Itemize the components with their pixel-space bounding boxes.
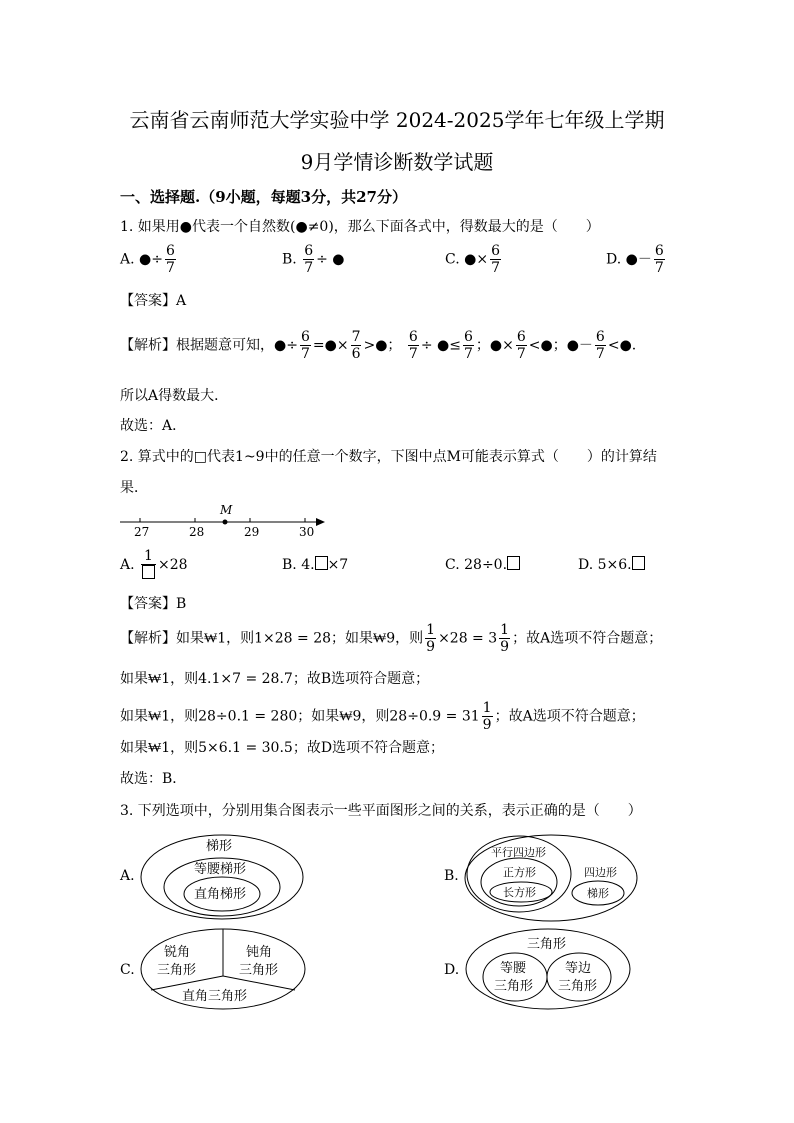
q2-choose: 故选：B． bbox=[120, 771, 187, 787]
q2-answer: 【答案】B bbox=[120, 596, 187, 612]
set-triangle-label: 三角形 bbox=[527, 937, 567, 952]
set-isosceles-label-2: 三角形 bbox=[494, 979, 534, 994]
q2-explanation-line3: 如果₩1，则28÷0.1 = 280；如果₩9，则28÷0.9 = 31 $\frac{1}{9}$ ；故A选项不符合题意； bbox=[120, 700, 645, 733]
q3-option-c-label: C. bbox=[120, 962, 135, 978]
set-isosceles-trapezoid-label: 等腰梯形 bbox=[194, 862, 247, 877]
q2-explanation-line1: 【解析】如果₩1，则1×28 = 28；如果₩9，则 $\frac{1}{9}$ ×28 = 3 $\frac{1}{9}$ ；故A选项不符合题意； bbox=[120, 622, 663, 655]
q3-option-a-label: A. bbox=[120, 868, 135, 884]
q3-stem: 3. 下列选项中，分别用集合图表示一些平面图形之间的关系，表示正确的是（ ） bbox=[120, 803, 642, 819]
doc-title-line1: 云南省云南师范大学实验中学 2024-2025学年七年级上学期 bbox=[129, 108, 665, 132]
q2-option-d: D. 5×6. bbox=[578, 556, 645, 573]
set-right-trapezoid-label: 直角梯形 bbox=[194, 887, 247, 902]
venn-diagram-b bbox=[463, 832, 643, 924]
q2-option-b: B. 4. ×7 bbox=[282, 557, 349, 573]
set-obtuse-label-1: 钝角 bbox=[246, 945, 273, 960]
q2-option-c: C. 28÷0. bbox=[445, 556, 520, 573]
number-line bbox=[115, 500, 335, 540]
tick-label-30: 30 bbox=[299, 525, 315, 539]
q1-option-c: C. ●× $\frac{6}{7}$ bbox=[445, 243, 500, 276]
q3-option-b-label: B. bbox=[444, 868, 459, 884]
q1-choose: 故选：A． bbox=[120, 418, 187, 434]
q1-option-b: B. $\frac{6}{7}$ ÷ ● bbox=[282, 243, 345, 276]
point-m-label: M bbox=[220, 503, 233, 517]
q1-stem: 1. 如果用●代表一个自然数(●≠0)，那么下面各式中，得数最大的是（ ） bbox=[120, 219, 600, 235]
set-equilateral-label-2: 三角形 bbox=[558, 979, 598, 994]
set-parallelogram-label: 平行四边形 bbox=[491, 846, 546, 859]
set-equilateral-label-1: 等边 bbox=[565, 961, 592, 976]
set-rectangle-label: 长方形 bbox=[503, 886, 536, 899]
set-acute-label-2: 三角形 bbox=[157, 963, 197, 978]
section-heading: 一、选择题.（9小题，每题3分，共27分） bbox=[120, 188, 407, 206]
point-m bbox=[223, 520, 228, 525]
q1-option-a: A. ●÷ $\frac{6}{7}$ bbox=[120, 243, 175, 276]
q2-stem-line1: 2. 算式中的□代表1~9中的任意一个数字，下图中点M可能表示算式（ ）的计算结 bbox=[120, 449, 657, 465]
q2-explanation-line2: 如果₩1，则4.1×7 = 28.7；故B选项符合题意； bbox=[120, 671, 430, 687]
q1-explanation: 【解析】根据题意可知，●÷ $\frac{6}{7}$ =●× $\frac{7}{6}$ >●； $\frac{6}{7}$ ÷ ●≤ $\frac{6}{7}$ ；●× $\frac{6}{7}$ <●；●－ $\frac{6}{7}$ <●. bbox=[120, 329, 637, 362]
set-quadrilateral-label: 四边形 bbox=[584, 866, 617, 879]
q2-stem-line2: 果． bbox=[120, 480, 148, 496]
venn-diagram-a bbox=[138, 832, 308, 922]
q1-conclusion: 所以A得数最大． bbox=[120, 388, 229, 404]
tick-label-29: 29 bbox=[244, 525, 260, 539]
set-right-triangle-label: 直角三角形 bbox=[182, 989, 248, 1004]
q2-explanation-line4: 如果₩1，则5×6.1 = 30.5；故D选项不符合题意； bbox=[120, 740, 445, 756]
set-obtuse-label-2: 三角形 bbox=[239, 963, 279, 978]
set-acute-label-1: 锐角 bbox=[164, 945, 191, 960]
q2-option-a: A. 1 ×28 bbox=[120, 548, 188, 582]
doc-title-line2: 9月学情诊断数学试题 bbox=[300, 150, 494, 174]
tick-label-27: 27 bbox=[134, 525, 150, 539]
set-square-label: 正方形 bbox=[503, 866, 536, 879]
set-trapezoid-b-label: 梯形 bbox=[587, 887, 609, 900]
set-trapezoid-label: 梯形 bbox=[206, 839, 233, 854]
tick-label-28: 28 bbox=[189, 525, 205, 539]
q1-answer: 【答案】A bbox=[120, 293, 187, 309]
set-isosceles-label-1: 等腰 bbox=[500, 961, 527, 976]
venn-diagram-d bbox=[463, 926, 633, 1012]
q3-option-d-label: D. bbox=[444, 962, 460, 978]
venn-diagram-c bbox=[138, 926, 310, 1012]
q1-option-d: D. ●－ $\frac{6}{7}$ bbox=[606, 243, 664, 276]
